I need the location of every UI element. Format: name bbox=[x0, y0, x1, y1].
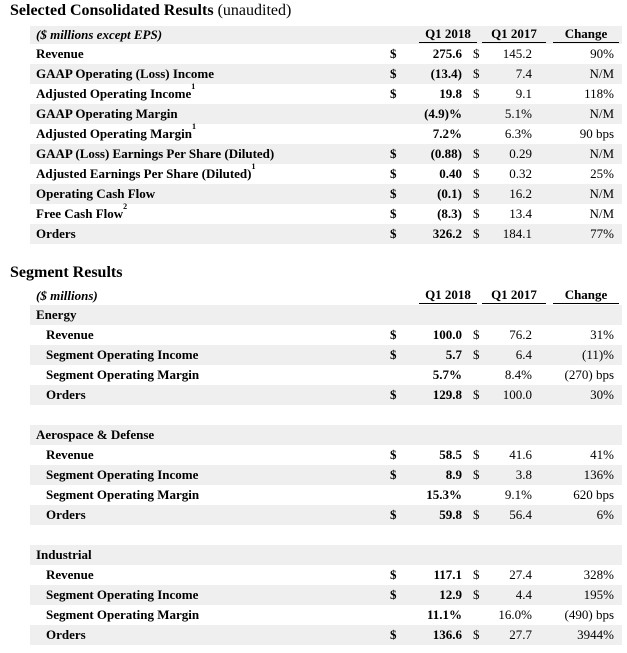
currency-symbol-2018: $ bbox=[390, 86, 397, 101]
value-q1-2017: 0.32 bbox=[509, 166, 532, 181]
table-row bbox=[30, 365, 622, 385]
footnote-marker: 1 bbox=[251, 162, 256, 171]
value-change: 25% bbox=[590, 166, 614, 181]
row-label: Segment Operating Margin bbox=[46, 367, 200, 382]
value-q1-2018: 7.2% bbox=[432, 126, 462, 141]
value-q1-2017: 5.1% bbox=[504, 106, 532, 121]
table-row bbox=[30, 625, 622, 645]
currency-symbol-2018: $ bbox=[390, 226, 397, 241]
row-label: Orders bbox=[46, 507, 86, 522]
table-row bbox=[30, 465, 622, 485]
value-q1-2018: 12.9 bbox=[439, 587, 462, 602]
table-row bbox=[30, 485, 622, 505]
segment-rows bbox=[30, 305, 622, 645]
value-change: 90% bbox=[590, 46, 614, 61]
value-change: 620 bps bbox=[573, 487, 614, 502]
value-q1-2017: 8.4% bbox=[504, 367, 532, 382]
value-q1-2017: 9.1% bbox=[504, 487, 532, 502]
value-q1-2017: 13.4 bbox=[509, 206, 532, 221]
row-label-text: Adjusted Earnings Per Share (Diluted) bbox=[36, 166, 252, 181]
table-row bbox=[30, 445, 622, 465]
row-label: Orders bbox=[46, 627, 86, 642]
value-change: (490) bps bbox=[564, 607, 614, 622]
segment-name: Industrial bbox=[36, 547, 92, 562]
value-q1-2017: 27.4 bbox=[509, 567, 532, 582]
value-q1-2017: 9.1 bbox=[515, 86, 532, 101]
row-label-text: Free Cash Flow bbox=[36, 206, 124, 221]
value-q1-2017: 0.29 bbox=[509, 146, 532, 161]
value-q1-2017: 41.6 bbox=[509, 447, 532, 462]
segment-group-header bbox=[30, 305, 622, 325]
row-label: Revenue bbox=[46, 327, 94, 342]
value-q1-2018: (13.4) bbox=[430, 66, 462, 81]
currency-symbol-2018: $ bbox=[390, 46, 397, 61]
value-q1-2017: 56.4 bbox=[509, 507, 532, 522]
row-label: Segment Operating Income bbox=[46, 347, 199, 362]
value-q1-2018: (0.88) bbox=[430, 146, 462, 161]
table-row bbox=[30, 84, 622, 104]
currency-symbol-2018: $ bbox=[390, 447, 397, 462]
segment-name: Energy bbox=[36, 307, 77, 322]
footnote-marker: 2 bbox=[123, 202, 128, 211]
table-row bbox=[30, 345, 622, 365]
value-change: N/M bbox=[589, 66, 614, 81]
consolidated-title-suffix: (unaudited) bbox=[217, 2, 292, 19]
currency-symbol-2017: $ bbox=[473, 186, 480, 201]
row-label-text: GAAP Operating (Loss) Income bbox=[36, 66, 215, 81]
segment-header-row bbox=[30, 287, 622, 305]
value-q1-2017: 100.0 bbox=[502, 387, 532, 402]
row-label bbox=[36, 204, 127, 224]
row-label-text: Operating Cash Flow bbox=[36, 186, 156, 201]
currency-symbol-2018: $ bbox=[390, 166, 397, 181]
row-label: Revenue bbox=[46, 447, 94, 462]
currency-symbol-2018: $ bbox=[390, 327, 397, 342]
table-row bbox=[30, 505, 622, 525]
table-row bbox=[30, 565, 622, 585]
table-row bbox=[30, 164, 622, 184]
value-change: N/M bbox=[589, 186, 614, 201]
value-q1-2018: 129.8 bbox=[432, 387, 462, 402]
currency-symbol-2017: $ bbox=[473, 567, 480, 582]
value-change: 41% bbox=[590, 447, 614, 462]
value-q1-2017: 3.8 bbox=[515, 467, 532, 482]
row-label bbox=[36, 124, 196, 144]
currency-symbol-2017: $ bbox=[473, 206, 480, 221]
table-row bbox=[30, 44, 622, 64]
currency-symbol-2018: $ bbox=[390, 387, 397, 402]
footnote-marker: 1 bbox=[191, 82, 196, 91]
row-label-text: Adjusted Operating Margin bbox=[36, 126, 192, 141]
value-change: 90 bps bbox=[579, 126, 614, 141]
value-change: 30% bbox=[590, 387, 614, 402]
row-label bbox=[36, 144, 274, 164]
consolidated-header-row bbox=[30, 26, 622, 44]
currency-symbol-2017: $ bbox=[473, 226, 480, 241]
currency-symbol-2018: $ bbox=[390, 66, 397, 81]
value-change: (270) bps bbox=[564, 367, 614, 382]
value-change: 3944% bbox=[577, 627, 614, 642]
value-q1-2018: 58.5 bbox=[439, 447, 462, 462]
spacer-row bbox=[30, 525, 622, 545]
currency-symbol-2017: $ bbox=[473, 66, 480, 81]
currency-symbol-2017: $ bbox=[473, 627, 480, 642]
row-label: Segment Operating Margin bbox=[46, 487, 200, 502]
currency-symbol-2018: $ bbox=[390, 567, 397, 582]
row-label-text: GAAP Operating Margin bbox=[36, 106, 178, 121]
header-q1-2017: Q1 2017 bbox=[482, 26, 546, 43]
header-q1-2017: Q1 2017 bbox=[482, 287, 546, 304]
currency-symbol-2018: $ bbox=[390, 186, 397, 201]
row-label bbox=[36, 44, 84, 64]
value-change: 136% bbox=[583, 467, 614, 482]
value-change: 31% bbox=[590, 327, 614, 342]
currency-symbol-2017: $ bbox=[473, 166, 480, 181]
segment-table bbox=[30, 287, 622, 645]
table-row bbox=[30, 325, 622, 345]
consolidated-title: Selected Consolidated Results (unaudited) bbox=[10, 2, 292, 19]
value-q1-2018: 136.6 bbox=[432, 627, 462, 642]
currency-symbol-2018: $ bbox=[390, 587, 397, 602]
currency-symbol-2017: $ bbox=[473, 327, 480, 342]
value-q1-2017: 145.2 bbox=[502, 46, 532, 61]
currency-symbol-2018: $ bbox=[390, 467, 397, 482]
currency-symbol-2018: $ bbox=[390, 146, 397, 161]
currency-symbol-2017: $ bbox=[473, 387, 480, 402]
value-change: 6% bbox=[596, 507, 614, 522]
segment-name: Aerospace & Defense bbox=[36, 427, 155, 442]
value-q1-2017: 76.2 bbox=[509, 327, 532, 342]
table-row bbox=[30, 605, 622, 625]
value-q1-2017: 6.3% bbox=[504, 126, 532, 141]
row-label: Revenue bbox=[46, 567, 94, 582]
row-label-text: Orders bbox=[36, 226, 76, 241]
row-label: Segment Operating Margin bbox=[46, 607, 200, 622]
row-label-text: Adjusted Operating Income bbox=[36, 86, 192, 101]
consolidated-table bbox=[30, 26, 622, 244]
currency-symbol-2017: $ bbox=[473, 46, 480, 61]
value-q1-2018: 15.3% bbox=[426, 487, 462, 502]
row-label bbox=[36, 164, 255, 184]
currency-symbol-2018: $ bbox=[390, 347, 397, 362]
value-q1-2017: 27.7 bbox=[509, 627, 532, 642]
value-q1-2018: 275.6 bbox=[432, 46, 462, 61]
value-q1-2018: 100.0 bbox=[432, 327, 462, 342]
currency-symbol-2018: $ bbox=[390, 627, 397, 642]
row-label: Segment Operating Income bbox=[46, 467, 199, 482]
value-q1-2017: 184.1 bbox=[502, 226, 532, 241]
value-change: 77% bbox=[590, 226, 614, 241]
value-q1-2017: 4.4 bbox=[515, 587, 532, 602]
value-q1-2018: (0.1) bbox=[437, 186, 462, 201]
value-change: N/M bbox=[589, 146, 614, 161]
value-q1-2018: (4.9)% bbox=[424, 106, 462, 121]
value-q1-2017: 7.4 bbox=[515, 66, 532, 81]
footnote-marker: 1 bbox=[192, 122, 196, 131]
value-q1-2017: 16.0% bbox=[498, 607, 532, 622]
value-q1-2018: 5.7 bbox=[445, 347, 462, 362]
value-q1-2018: 8.9 bbox=[445, 467, 462, 482]
value-change: N/M bbox=[589, 206, 614, 221]
table-row bbox=[30, 184, 622, 204]
value-q1-2018: 19.8 bbox=[439, 86, 462, 101]
header-change: Change bbox=[553, 287, 619, 304]
table-row bbox=[30, 204, 622, 224]
table-row bbox=[30, 104, 622, 124]
consolidated-rows bbox=[30, 44, 622, 244]
table-row bbox=[30, 144, 622, 164]
header-q1-2018: Q1 2018 bbox=[419, 26, 477, 43]
row-label-text: Revenue bbox=[36, 46, 84, 61]
value-q1-2017: 16.2 bbox=[509, 186, 532, 201]
value-change: N/M bbox=[589, 106, 614, 121]
row-label bbox=[36, 184, 155, 204]
value-change: (11)% bbox=[581, 347, 614, 362]
row-label: Segment Operating Income bbox=[46, 587, 199, 602]
currency-symbol-2017: $ bbox=[473, 587, 480, 602]
value-q1-2017: 6.4 bbox=[515, 347, 532, 362]
segment-title: Segment Results bbox=[10, 264, 123, 281]
spacer-row bbox=[30, 405, 622, 425]
row-label bbox=[36, 104, 178, 124]
currency-symbol-2017: $ bbox=[473, 347, 480, 362]
currency-symbol-2017: $ bbox=[473, 146, 480, 161]
value-change: 195% bbox=[583, 587, 614, 602]
row-label-text: GAAP (Loss) Earnings Per Share (Diluted) bbox=[36, 146, 275, 161]
value-q1-2018: 5.7% bbox=[432, 367, 462, 382]
row-label bbox=[36, 84, 195, 104]
value-q1-2018: 11.1% bbox=[426, 607, 462, 622]
row-label: Orders bbox=[46, 387, 86, 402]
header-change: Change bbox=[553, 26, 619, 43]
currency-symbol-2017: $ bbox=[473, 507, 480, 522]
segment-group-header bbox=[30, 545, 622, 565]
header-label: ($ millions) bbox=[36, 288, 98, 303]
table-row bbox=[30, 124, 622, 144]
value-change: 118% bbox=[584, 86, 614, 101]
header-q1-2018: Q1 2018 bbox=[419, 287, 477, 304]
table-row bbox=[30, 64, 622, 84]
currency-symbol-2018: $ bbox=[390, 206, 397, 221]
row-label bbox=[36, 64, 214, 84]
header-label: ($ millions except EPS) bbox=[36, 27, 163, 42]
value-q1-2018: 117.1 bbox=[433, 567, 462, 582]
value-q1-2018: 326.2 bbox=[432, 226, 462, 241]
value-q1-2018: 0.40 bbox=[439, 166, 462, 181]
row-label bbox=[36, 224, 76, 244]
table-row bbox=[30, 585, 622, 605]
currency-symbol-2017: $ bbox=[473, 86, 480, 101]
value-change: 328% bbox=[583, 567, 614, 582]
value-q1-2018: (8.3) bbox=[437, 206, 462, 221]
currency-symbol-2018: $ bbox=[390, 507, 397, 522]
currency-symbol-2017: $ bbox=[473, 447, 480, 462]
segment-group-header bbox=[30, 425, 622, 445]
table-row bbox=[30, 224, 622, 244]
table-row bbox=[30, 385, 622, 405]
value-q1-2018: 59.8 bbox=[439, 507, 462, 522]
currency-symbol-2017: $ bbox=[473, 467, 480, 482]
